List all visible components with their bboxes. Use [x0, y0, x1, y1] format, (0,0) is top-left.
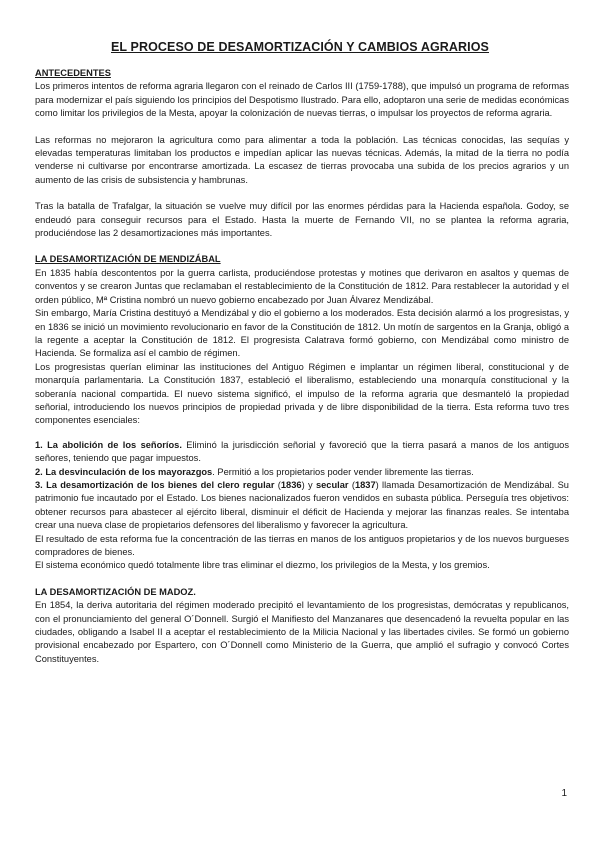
page-number: 1 — [561, 788, 567, 799]
page-title: EL PROCESO DE DESAMORTIZACIÓN Y CAMBIOS AGRARIOS — [111, 40, 489, 54]
paragraph: Sin embargo, María Cristina destituyó a Mendizábal y dio el gobierno a los moderados. Esta decisión alarmó a los progresistas, y en 1836 se inició un movimiento revolucionario en favor de la Constitución de 1812. Un motín de sargentos en la Granja, obligó a la regente a aceptar la Constitución de 1812. El progresista Calatrava formó gobierno, con Mendizábal como ministro de Hacienda. Se formaliza así el cambio de régimen. — [35, 308, 569, 359]
list-item-lead: 1. La abolición de los señoríos. — [35, 439, 182, 450]
heading-madoz: LA DESAMORTIZACIÓN DE MADOZ. — [35, 586, 196, 597]
heading-mendizabal: LA DESAMORTIZACIÓN DE MENDIZÁBAL — [35, 254, 221, 265]
paragraph: En 1854, la deriva autoritaria del régimen moderado precipitó el levantamiento de los progresistas, demócratas y republicanos, con el pronunciamiento del general O´Donnell. Surgió el Manifiesto del Manzanares que desencadenó la revuelta popular en las ciudades, obligando a Isabel II a aceptar el restablecimiento de la Milicia Nacional y las libertades civiles. Se formó un gobierno provisional encabezado por Espartero, con O´Donnell como Ministerio de la Guerra, que amplió el sufragio y convocó Cortes Constituyentes. — [35, 600, 569, 664]
paragraph: El sistema económico quedó totalmente libre tras eliminar el diezmo, los privilegios de la Mesta, y los gremios. — [35, 560, 490, 571]
paragraph: El resultado de esta reforma fue la concentración de las tierras en manos de los antiguos propietarios y de los nuevos burgueses compradores de bienes. — [35, 533, 569, 557]
list-item: 2. La desvinculación de los mayorazgos. Permitió a los propietarios poder vender libremente las tierras. — [35, 466, 474, 477]
paragraph: Los progresistas querían eliminar las instituciones del Antiguo Régimen e implantar un régimen liberal, constitucional y de monarquía parlamentaria. La Constitución 1837, estableció el liberalismo, estableciendo una monarquía constitucional y la soberanía nacional compartida. El nuevo sistema significó, el impulso de la reforma agraria que desmanteló la propiedad señorial, introduciendo los nuevos principios de propiedad privada y de libre disponibilidad de la tierra. Esta reforma tuvo tres componentes esenciales: — [35, 361, 569, 426]
document-body — [35, 67, 569, 666]
list-item-lead: 2. La desvinculación de los mayorazgos — [35, 466, 213, 477]
heading-antecedentes: ANTECEDENTES — [35, 68, 111, 78]
list-item-lead: 3. La desamortización de los bienes del clero regular — [35, 479, 275, 490]
list-item: 3. La desamortización de los bienes del clero regular (1836) y secular (1837) llamada Desamortización de Mendizábal. Su patrimonio fue incautado por el Estado. Los bienes nacionalizados fueron vendidos en subasta pública. Perseguía tres objetivos: obtener recursos para abastecer al ejército liberal, disminuir el déficit de Hacienda y mejorar las finanzas reales. Se intentaba crear una nueva clase de propietarios defensores del liberalismo y favorecer la agricultura. — [35, 479, 569, 531]
paragraph: Los primeros intentos de reforma agraria llegaron con el reinado de Carlos III (1759-1788), que impulsó un programa de reformas para modernizar el país siguiendo los principios del Despotismo Ilustrado. Para ello, adoptaron una serie de medidas económicas como limitar los privilegios de la Mesta, apoyar la colonización de nuevas tierras, o impulsar los proyectos de reforma agraria. — [35, 81, 569, 119]
list-item: 1. La abolición de los señoríos. Eliminó la jurisdicción señorial y favoreció que la tierra pasará a manos de los antiguos señores, teniendo que pagar impuestos. — [35, 439, 569, 464]
paragraph: En 1835 había descontentos por la guerra carlista, produciéndose protestas y motines que derivaron en asaltos y quemas de conventos y se crearon Juntas que reclamaban el restablecimiento de la Constitución de 1812. Para restablecer la autoridad y el orden público, Mª Cristina nombró un nuevo gobierno encabezado por Juan Álvarez Mendizábal. — [35, 267, 569, 305]
paragraph: Tras la batalla de Trafalgar, la situación se vuelve muy difícil por las enormes pérdidas para la Hacienda española. Godoy, se endeudó para conseguir recursos para el Estado. Hasta la muerte de Fernando VII, no se plantea la reforma agraria, produciéndose las 2 desamortizaciones más importantes. — [35, 201, 569, 239]
paragraph: Las reformas no mejoraron la agricultura como para alimentar a toda la población. Las técnicas conocidas, las sequías y elevadas temperaturas limitaban los productos e impedían aplicar las nuevas técnicas. Además, la mitad de la tierra no podía venderse ni cultivarse por encontrarse amortizada. La escasez de tierras provocaba una subida de los precios agrarios y un aumento de las crisis de subsistencia y hambrunas. — [35, 134, 569, 185]
